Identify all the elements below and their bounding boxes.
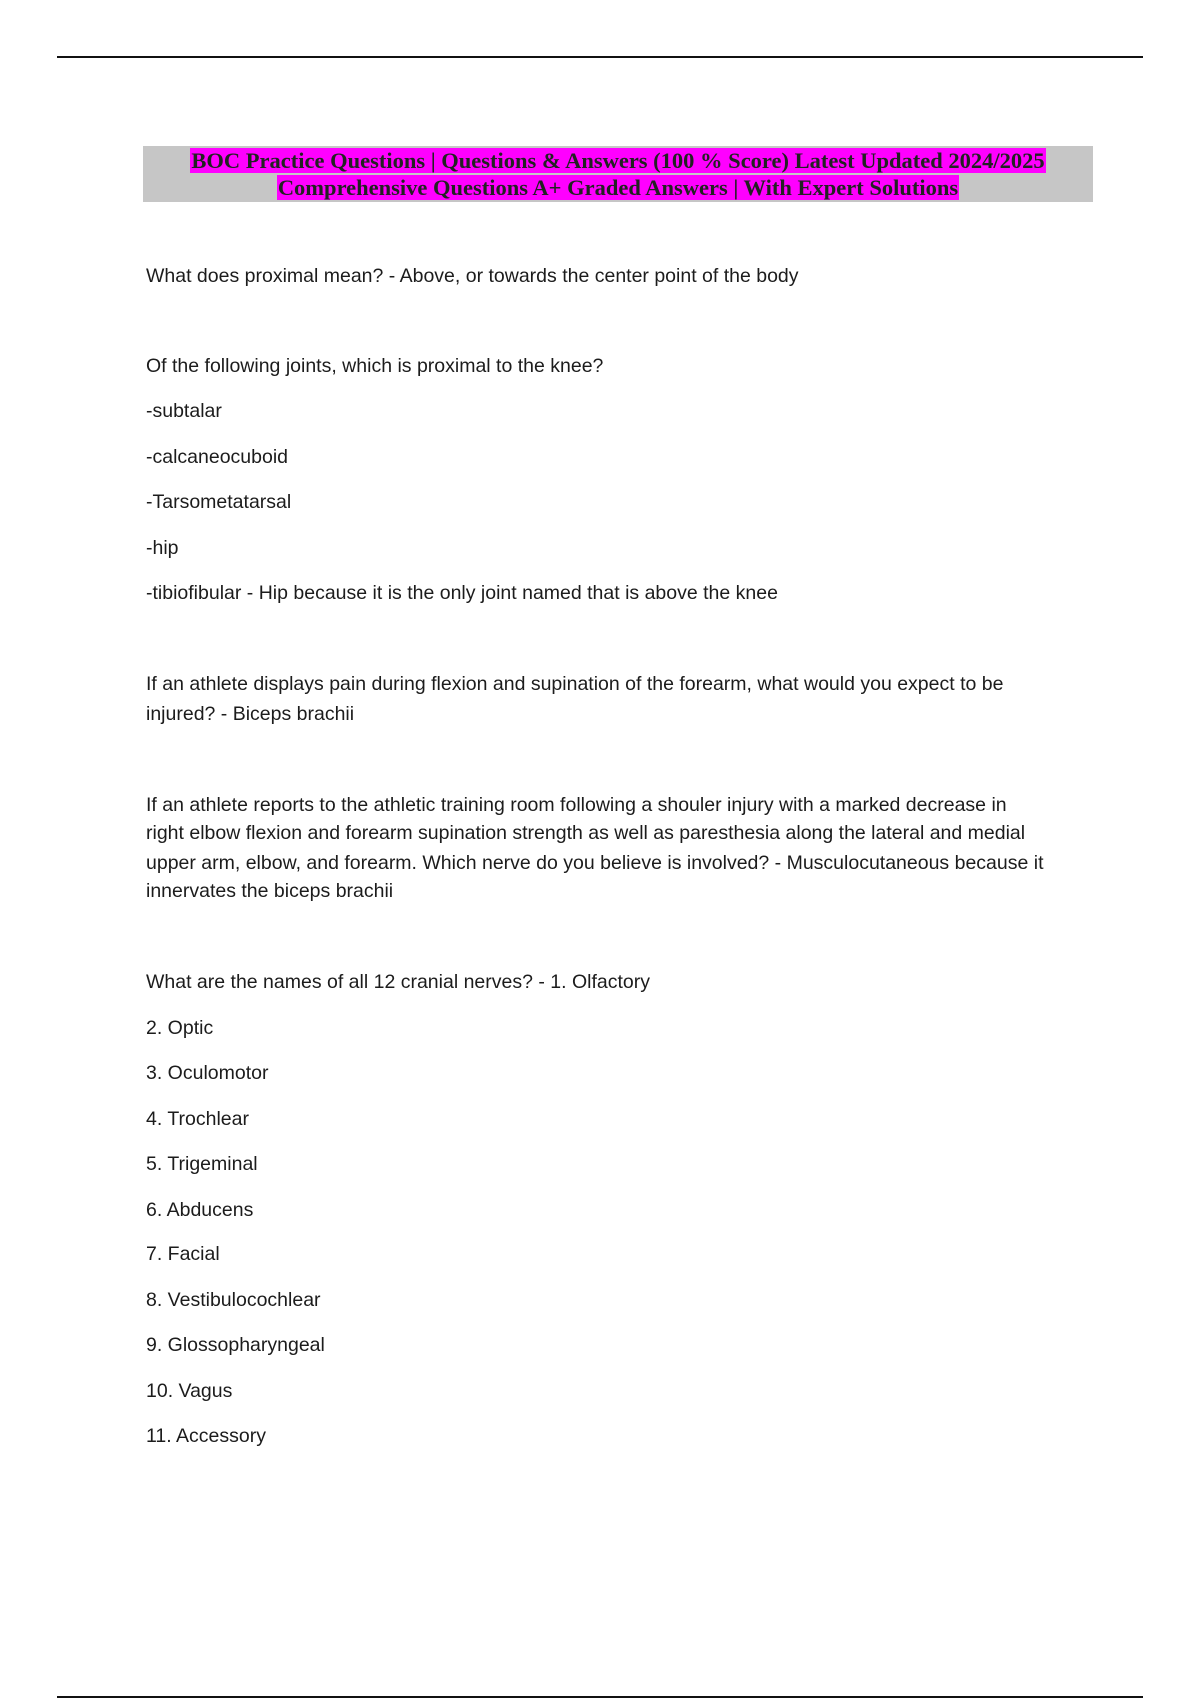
document-title-line-1: BOC Practice Questions | Questions & Answers (100 % Score) Latest Updated 2024/2025 <box>191 148 1045 173</box>
qa-joints-option: -Tarsometatarsal <box>146 491 292 513</box>
cranial-nerve-item: 6. Abducens <box>146 1199 254 1221</box>
qa-nerve-line: If an athlete reports to the athletic training room following a shouler injury with a marked decrease in <box>146 794 1007 816</box>
qa-cranial-question: What are the names of all 12 cranial nerves? - 1. Olfactory <box>146 971 650 993</box>
qa-nerve-line: upper arm, elbow, and forearm. Which nerve do you believe is involved? - Musculocutaneous because it <box>146 852 1044 874</box>
qa-joints-option: -subtalar <box>146 400 222 422</box>
document-title-line-2: Comprehensive Questions A+ Graded Answers | With Expert Solutions <box>277 175 959 200</box>
cranial-nerve-item: 5. Trigeminal <box>146 1153 258 1175</box>
qa-joints-option: -calcaneocuboid <box>146 446 289 468</box>
cranial-nerve-item: 3. Oculomotor <box>146 1062 269 1084</box>
qa-forearm-line: If an athlete displays pain during flexion and supination of the forearm, what would you expect to be <box>146 673 1004 695</box>
top-rule <box>57 56 1143 58</box>
cranial-nerve-item: 8. Vestibulocochlear <box>146 1289 321 1311</box>
qa-joints-question: Of the following joints, which is proximal to the knee? <box>146 355 604 377</box>
cranial-nerve-item: 7. Facial <box>146 1243 220 1265</box>
cranial-nerve-item: 4. Trochlear <box>146 1108 249 1130</box>
qa-joints-answer: -tibiofibular - Hip because it is the only joint named that is above the knee <box>146 582 778 604</box>
qa-nerve-line: innervates the biceps brachii <box>146 880 394 902</box>
cranial-nerve-item: 11. Accessory <box>146 1425 266 1447</box>
cranial-nerve-item: 10. Vagus <box>146 1380 233 1402</box>
qa-joints-option: -hip <box>146 537 179 559</box>
qa-proximal: What does proximal mean? - Above, or towards the center point of the body <box>146 265 799 287</box>
bottom-rule <box>57 1696 1143 1698</box>
cranial-nerve-item: 2. Optic <box>146 1017 214 1039</box>
qa-forearm-line: injured? - Biceps brachii <box>146 703 355 725</box>
cranial-nerve-item: 9. Glossopharyngeal <box>146 1334 325 1356</box>
document-title-box <box>143 146 1093 202</box>
qa-nerve-line: right elbow flexion and forearm supination strength as well as paresthesia along the lateral and medial <box>146 822 1026 844</box>
